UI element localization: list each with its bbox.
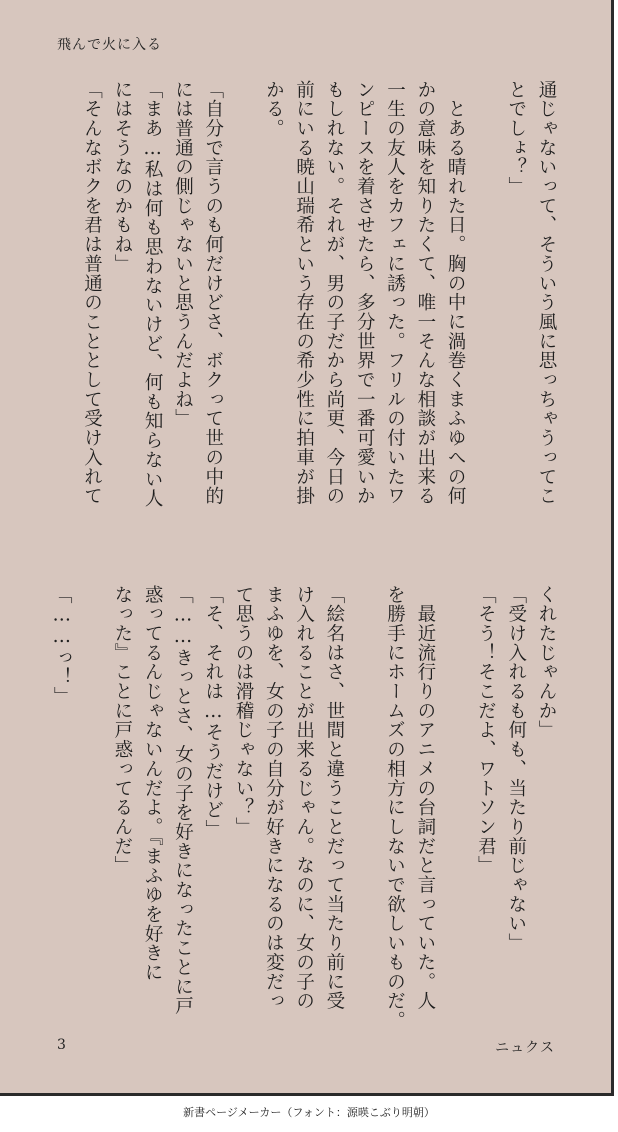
- running-title: 飛んで火に入る: [57, 37, 162, 53]
- text-line: もしれない。それが、男の子だから尚更、今日の: [323, 80, 345, 506]
- text-line: 最近流行りのアニメの台詞だと言っていた。人: [414, 585, 436, 1011]
- text-line: 「……っ！」: [51, 585, 73, 707]
- text-line: にはそうなのかもね」: [111, 80, 133, 274]
- text-line: 前にいる暁山瑞希という存在の希少性に拍車が掛: [293, 80, 315, 506]
- author-name: ニュクス: [495, 1040, 555, 1056]
- text-line: 「そんなボクを君は普通のこととして受け入れて: [81, 80, 103, 506]
- blank-line: [228, 80, 258, 540]
- text-line: なった』ことに戸惑ってるんだ」: [111, 585, 133, 876]
- text-line: 「絵名はさ、世間と違うことだって当たり前に受: [323, 585, 345, 1011]
- text-line: け入れることが出来るじゃん。なのに、女の子の: [293, 585, 315, 1011]
- text-line: 惑ってるんじゃないんだよ。『まふゆを好きに: [142, 585, 164, 983]
- text-line: 「自分で言うのも何だけどさ、ボクって世の中的: [202, 80, 224, 506]
- body-text-top: [76, 80, 561, 540]
- text-line: くれたじゃんか」: [536, 585, 557, 740]
- text-line: には普通の側じゃないと思うんだよね」: [172, 80, 194, 429]
- text-line: 通じゃないって、そういう風に思っちゃうってこ: [536, 80, 557, 506]
- page-number: 3: [57, 1037, 66, 1053]
- text-line: 「……きっとさ、女の子を好きになったことに戸: [172, 585, 194, 1016]
- text-line: とでしょ？」: [505, 80, 527, 197]
- text-line: 「受け入れるも何も、当たり前じゃない」: [505, 585, 527, 953]
- body-text-bottom: [46, 585, 561, 1031]
- text-line: て思うのは滑稽じゃない？」: [233, 585, 255, 837]
- text-line: まふゆを、女の子の自分が好きになるのは変だっ: [263, 585, 285, 1011]
- text-line: ンピースを着させたら、多分世界で一番可愛いか: [354, 80, 376, 506]
- text-line: かの意味を知りたくて、唯一そんな相談が出来る: [414, 80, 436, 506]
- text-line: を勝手にホームズの相方にしないで欲しいものだ。: [384, 585, 406, 1031]
- text-line: 「まあ…私は何も思わないけど、何も知らない人: [142, 80, 164, 509]
- text-line: とある晴れた日。胸の中に渦巻くまふゆへの何: [445, 80, 467, 506]
- text-line: 「そ、それは…そうだけど」: [202, 585, 224, 840]
- text-line: 一生の友人をカフェに誘った。フリルの付いたワ: [384, 80, 406, 506]
- blank-line: [440, 585, 470, 985]
- blank-line: [349, 585, 379, 985]
- text-line: 「そう！そこだよ、ワトソン君」: [475, 585, 497, 876]
- text-line: かる。: [263, 80, 285, 139]
- generator-caption: 新書ページメーカー（フォント：源暎こぶり明朝）: [183, 1106, 435, 1119]
- blank-line: [76, 585, 106, 985]
- blank-line: [470, 80, 500, 540]
